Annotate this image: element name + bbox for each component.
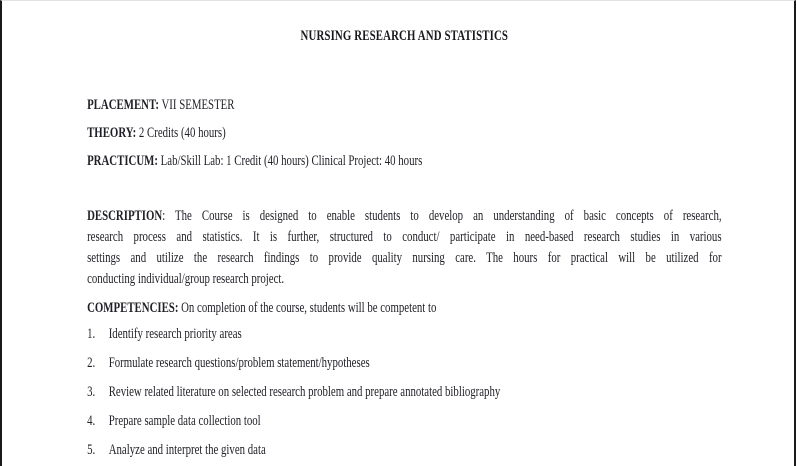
course-info <box>87 96 721 170</box>
theory-value: 2 Credits (40 hours) <box>138 125 226 141</box>
practicum-line <box>87 152 721 170</box>
list-item <box>87 354 721 372</box>
description-line: conducting individual/group research project. <box>87 271 285 287</box>
list-item <box>87 412 721 430</box>
list-item-text: Analyze and interpret the given data <box>108 442 266 458</box>
competencies-list <box>87 325 721 459</box>
competencies-intro: On completion of the course, students will be competent to <box>181 300 437 316</box>
description-text: : The Course is designed to enable students to develop an understanding of basic concepts of research, <box>162 208 722 224</box>
description-line: settings and utilize the research findings to provide quality nursing care. The hours for practical will be utilized for <box>87 250 722 266</box>
list-item <box>87 383 721 401</box>
list-item-text: Review related literature on selected research problem and prepare annotated bibliography <box>108 384 501 400</box>
description-line <box>87 206 721 227</box>
list-item <box>87 441 721 459</box>
placement-value: VII SEMESTER <box>161 97 235 113</box>
list-item-number: 4. <box>87 413 96 429</box>
description-label: DESCRIPTION <box>87 208 163 224</box>
description-paragraph <box>87 206 721 290</box>
page-title: NURSING RESEARCH AND STATISTICS <box>300 28 509 44</box>
competencies-heading <box>87 299 721 317</box>
list-item-text: Prepare sample data collection tool <box>108 413 261 429</box>
list-item-text: Identify research priority areas <box>108 326 242 342</box>
theory-label: THEORY: <box>87 125 137 141</box>
placement-line <box>87 96 721 114</box>
competencies-label: COMPETENCIES: <box>87 300 179 316</box>
theory-line <box>87 124 721 142</box>
description-line: research process and statistics. It is further, structured to conduct/ participate in need-based research studies in various <box>87 229 722 245</box>
practicum-value: Lab/Skill Lab: 1 Credit (40 hours) Clinical Project: 40 hours <box>160 153 423 169</box>
list-item-number: 5. <box>87 442 96 458</box>
list-item <box>87 325 721 343</box>
list-item-number: 3. <box>87 384 96 400</box>
list-item-number: 1. <box>87 326 96 342</box>
placement-label: PLACEMENT: <box>87 97 159 113</box>
practicum-label: PRACTICUM: <box>87 153 158 169</box>
list-item-number: 2. <box>87 355 96 371</box>
page-content <box>2 1 796 466</box>
list-item-text: Formulate research questions/problem statement/hypotheses <box>108 355 370 371</box>
